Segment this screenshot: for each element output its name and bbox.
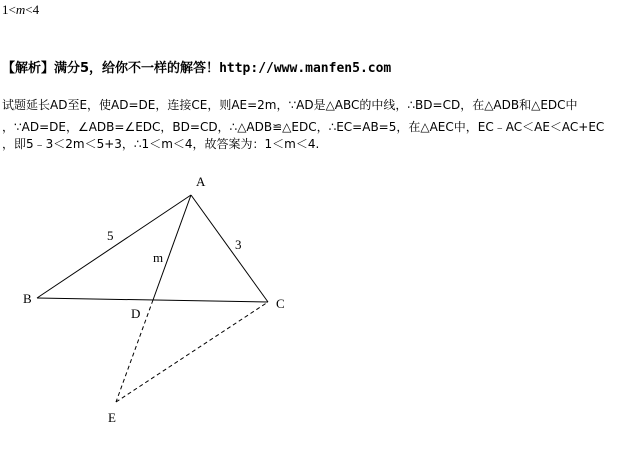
label-d: D (131, 306, 141, 321)
solution-line-2: ，∵AD=DE，∠ADB=∠EDC，BD=CD，∴△ADB≌△EDC，∴EC=AB=5，在△AEC中，EC﹣AC＜AE＜AC+EC (2, 120, 605, 134)
label-side-ad: m (153, 250, 164, 265)
segment-ad (153, 195, 191, 300)
segment-ac (191, 195, 268, 302)
label-e: E (108, 410, 116, 425)
answer-prefix: 1< (2, 2, 16, 17)
promo-text: 满分5，给你不一样的解答！ (54, 61, 220, 76)
site-url: http://www.manfen5.com (219, 61, 392, 76)
label-c: C (276, 296, 285, 311)
label-side-ac: 3 (235, 237, 242, 252)
label-a: A (196, 174, 206, 189)
answer-variable: m (15, 2, 26, 17)
solution-line-3: ，即5﹣3＜2m＜5+3，∴1＜m＜4，故答案为：1＜m＜4. (2, 137, 320, 151)
segment-ab (37, 195, 191, 298)
label-side-ab: 5 (107, 228, 114, 243)
solution-line-1: 试题延长AD至E，使AD=DE，连接CE，则AE=2m，∵AD是△ABC的中线，∴BD=CD，在△ADB和△EDC中 (2, 98, 578, 112)
label-b: B (23, 291, 32, 306)
answer-suffix: <4 (25, 2, 40, 17)
analysis-bracket-label: 【解析】 (2, 61, 55, 76)
